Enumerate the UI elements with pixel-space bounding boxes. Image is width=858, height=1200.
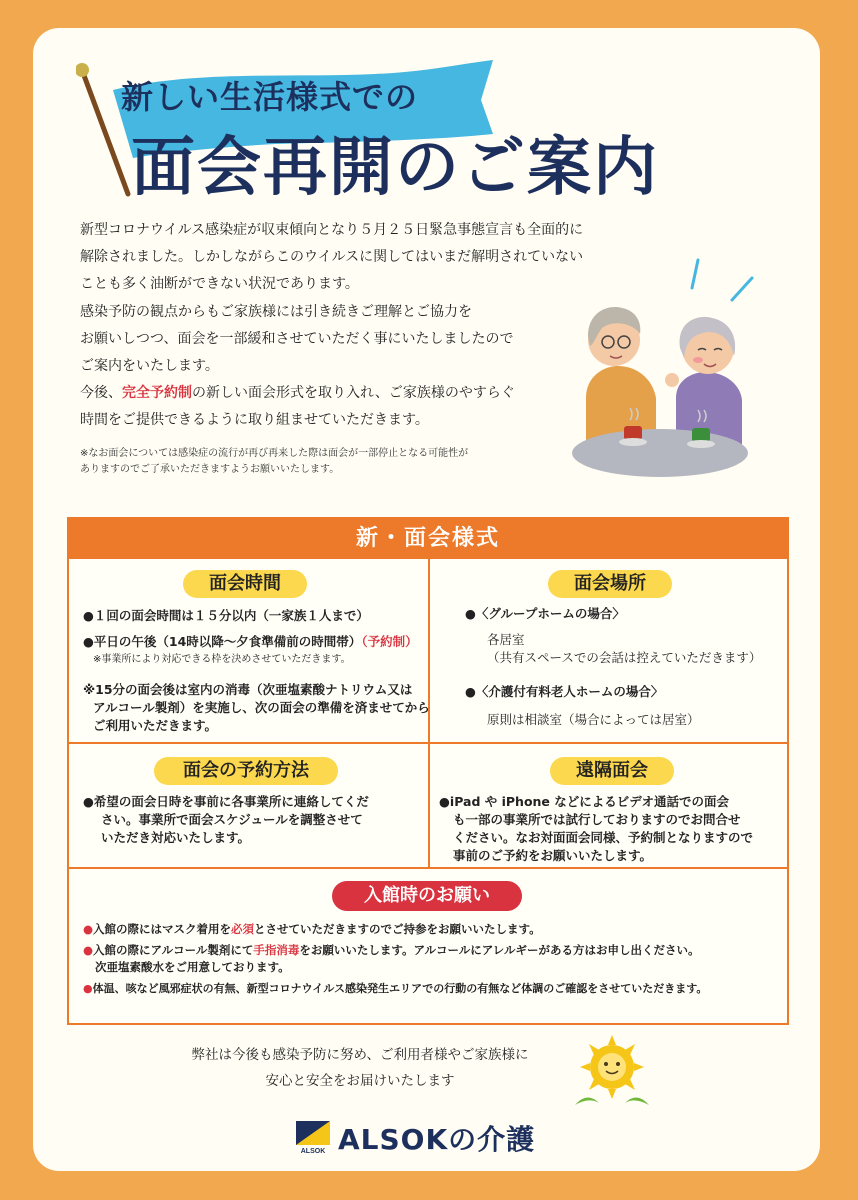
list-item: ●１回の面会時間は１５分以内（一家族１人まで）	[83, 608, 369, 623]
reservation-method-details	[83, 793, 369, 847]
list-item: 各居室	[487, 632, 525, 647]
elderly-couple-illustration	[572, 248, 762, 483]
list-item-note: ※事業所により対応できる枠を決めさせていただきます。	[93, 654, 351, 665]
section-title-visit-time: 面会時間	[183, 570, 307, 598]
list-item: 原則は相談室（場合によっては居室）	[487, 712, 700, 727]
section-title-reservation-method: 面会の予約方法	[154, 757, 338, 785]
section-title-entry-requests: 入館時のお願い	[332, 881, 522, 911]
intro-line: ことも多く油断ができない状況であります。	[80, 276, 359, 293]
remote-visit-details	[439, 793, 753, 865]
list-item: 事前のご予約をお願いいたします。	[453, 848, 653, 863]
intro-text	[80, 217, 640, 435]
list-item: さい。事業所で面会スケジュールを調整させて	[101, 812, 363, 827]
reservation-required-label: （予約制）	[361, 634, 418, 649]
divider	[69, 867, 787, 869]
bullet-icon: ●	[83, 943, 94, 957]
list-item-text: ●平日の午後（14時以降～夕食準備前の時間帯）	[83, 634, 362, 649]
alsok-logo-icon	[294, 1117, 332, 1155]
list-item: ●〈介護付有料老人ホームの場合〉	[465, 684, 664, 699]
logo-mark-text: ALSOK	[300, 1148, 326, 1155]
list-item: ●〈グループホームの場合〉	[465, 606, 625, 621]
closing-line: 弊社は今後も感染予防に努め、ご利用者様やご家族様に	[191, 1047, 529, 1063]
intro-line	[80, 380, 640, 407]
list-item: ●iPad や iPhone などによるビデオ通話での面会	[439, 794, 730, 809]
list-item: も一部の事業所では試行しておりますのでお問合せ	[453, 812, 741, 827]
visit-time-details	[83, 607, 430, 735]
list-item	[83, 921, 783, 938]
table-header: 新・面会様式	[69, 519, 787, 559]
list-item-text: 入館の際にアルコール製剤にて	[93, 943, 254, 957]
list-item: 次亜塩素酸水をご用意しております。	[95, 960, 290, 974]
list-item-text: をお願いいたします。アルコールにアレルギーがある方はお申し出ください。	[299, 943, 700, 957]
list-item: ください。なお対面面会同様、予約制となりますので	[453, 830, 754, 845]
intro-line: 感染予防の観点からもご家族様には引き続きご理解とご協力を	[80, 303, 472, 320]
notice-line: ありますのでご了承いただきますようお願いいたします。	[80, 464, 340, 475]
bullet-icon: ●	[83, 922, 94, 936]
list-item	[83, 980, 783, 997]
section-title-remote-visit: 遠隔面会	[550, 757, 674, 785]
page-title: 面会再開のご案内	[131, 131, 659, 205]
header-subtitle: 新しい生活様式での	[121, 78, 419, 116]
divider	[69, 742, 787, 744]
list-item: （共有スペースでの会話は控えていただきます）	[487, 650, 762, 665]
intro-text-span: 今後、	[80, 385, 122, 402]
closing-line: 安心と安全をお届けいたします	[265, 1073, 455, 1089]
list-item: いただき対応いたします。	[101, 830, 251, 845]
intro-line: 新型コロナウイルス感染症が収束傾向となり５月２５日緊急事態宣言も全面的に	[80, 222, 584, 238]
list-item	[83, 942, 783, 959]
closing-message	[150, 1042, 570, 1094]
highlight-reservation: 完全予約制	[122, 385, 192, 402]
notice-text	[80, 446, 600, 478]
section-title-visit-place: 面会場所	[548, 570, 672, 598]
visit-place-details	[465, 605, 761, 729]
brand-name: ALSOKの介護	[338, 1123, 536, 1156]
hand-disinfection-label: 手指消毒	[253, 943, 300, 957]
list-item: ご利用いただきます。	[93, 718, 218, 733]
list-item	[83, 633, 430, 651]
new-visit-style-table	[67, 517, 789, 1025]
notice-line: ※なお面会については感染症の流行が再び再来した際は面会が一部停止となる可能性が	[80, 448, 469, 459]
intro-line: ご案内をいたします。	[80, 358, 219, 375]
intro-line: お願いしつつ、面会を一部緩和させていただく事にいたしましたので	[80, 330, 514, 347]
list-item: ※15分の面会後は室内の消毒（次亜塩素酸ナトリウム又は	[83, 682, 413, 697]
list-item-text: 体温、咳など風邪症状の有無、新型コロナウイルス感染発生エリアでの行動の有無など体調のご確認をさせていただきます。	[92, 982, 708, 995]
bullet-icon: ●	[83, 982, 93, 995]
intro-line: 時間をご提供できるように取り組ませていただきます。	[80, 412, 429, 429]
list-item: ●希望の面会日時を事前に各事業所に連絡してくだ	[83, 794, 369, 809]
intro-text-span: の新しい面会形式を取り入れ、ご家族様のやすらぐ	[192, 385, 515, 402]
list-item-text: 入館の際にはマスク着用を	[93, 922, 232, 936]
list-item: アルコール製剤）を実施し、次の面会の準備を済ませてから	[93, 700, 430, 715]
sun-flower-icon	[567, 1033, 657, 1108]
mandatory-label: 必須	[231, 922, 255, 936]
intro-line: 解除されました。しかしながらこのウイルスに関してはいまだ解明されていない	[80, 249, 584, 266]
list-item-text: とさせていただきますのでご持参をお願いいたします。	[254, 922, 541, 936]
entry-requests-list	[83, 921, 783, 1001]
